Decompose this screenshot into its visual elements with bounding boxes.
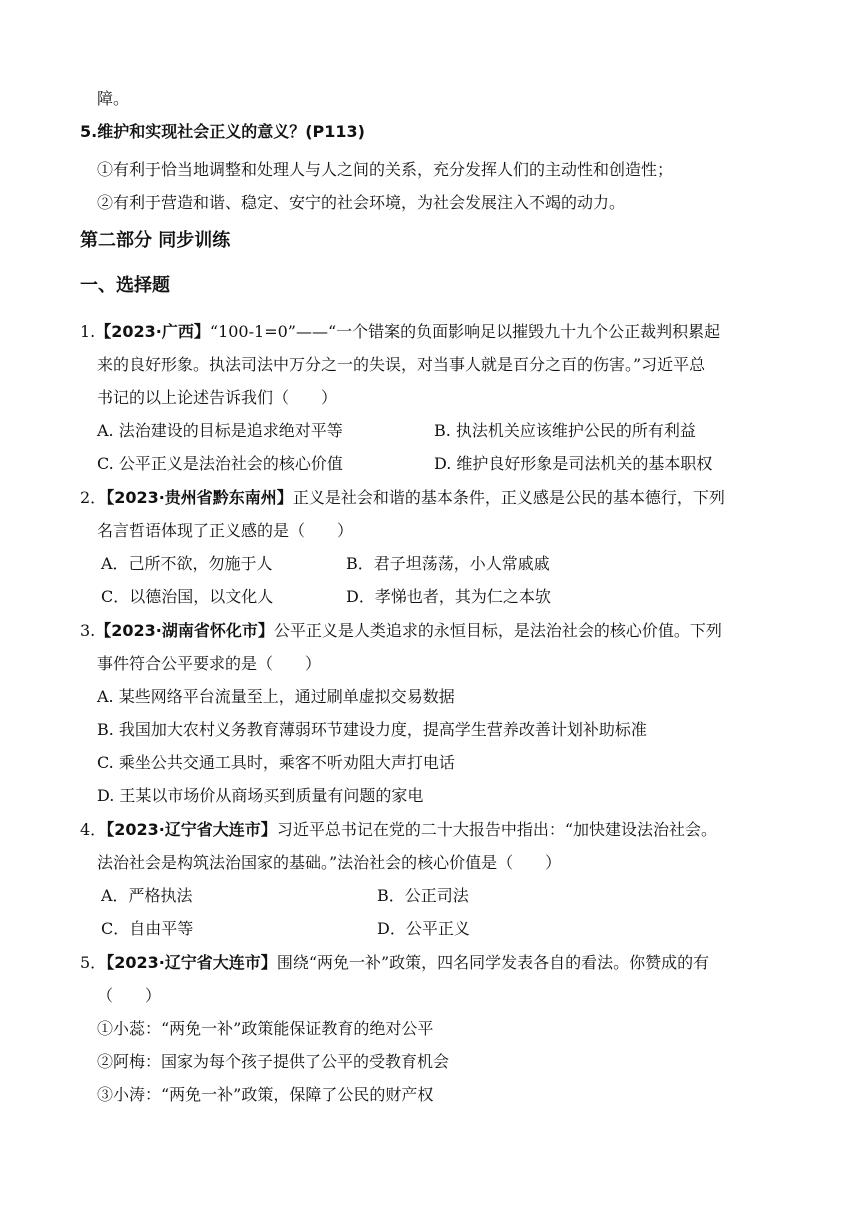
q3-text: 公平正义是人类追求的永恒目标，是法治社会的核心价值。下列 <box>273 621 722 640</box>
q2-option-d: D．孝悌也者，其为仁之本欤 <box>346 587 551 606</box>
q2-option-c: C．以德治国，以文化人 <box>101 587 274 606</box>
q3-option-c: C. 乘坐公共交通工具时，乘客不听劝阻大声打电话 <box>97 753 455 772</box>
q4-text: 习近平总书记在党的二十大报告中指出：“加快建设法治社会。 <box>276 820 717 839</box>
q2-source: 【2023·贵州省黔东南州】 <box>106 488 293 507</box>
q5-option-1: ①小蕊：“两免一补”政策能保证教育的绝对公平 <box>97 1019 434 1038</box>
q3-source: 【2023·湖南省怀化市】 <box>95 621 274 640</box>
q4-number: 4． <box>80 820 107 839</box>
q3-option-d: D. 王某以市场价从商场买到质量有问题的家电 <box>97 786 424 805</box>
section1-title: 一、选择题 <box>80 275 170 296</box>
q2-line-1 <box>80 487 725 509</box>
answer-point-1: ①有利于恰当地调整和处理人与人之间的关系，充分发挥人们的主动性和创造性； <box>97 160 674 179</box>
q1-option-b: B. 执法机关应该维护公民的所有利益 <box>434 421 696 440</box>
q4-line-1 <box>80 819 717 841</box>
q4-line-2: 法治社会是构筑法治国家的基础。”法治社会的核心价值是（ ） <box>97 853 562 872</box>
q5-line-2: （ ） <box>97 986 162 1005</box>
q5-number: 5． <box>80 953 107 972</box>
q2-line-2: 名言哲语体现了正义感的是（ ） <box>97 521 354 540</box>
q1-line-3: 书记的以上论述告诉我们（ ） <box>97 388 338 407</box>
q3-option-b: B. 我国加大农村义务教育薄弱环节建设力度，提高学生营养改善计划补助标准 <box>97 720 647 739</box>
q3-number: 3. <box>80 621 96 640</box>
q4-option-c: C．自由平等 <box>101 919 194 938</box>
q5-line-1 <box>80 952 709 974</box>
q4-option-a: A．严格执法 <box>101 886 193 905</box>
q1-option-d: D. 维护良好形象是司法机关的基本职权 <box>434 454 713 473</box>
q4-option-b: B．公正司法 <box>377 886 469 905</box>
intro-tail: 障。 <box>97 89 130 108</box>
q1-option-a: A. 法治建设的目标是追求绝对平等 <box>97 421 343 440</box>
q1-line-2: 来的良好形象。执法司法中万分之一的失误，对当事人就是百分之百的伤害。”习近平总 <box>97 355 706 374</box>
q4-source: 【2023·辽宁省大连市】 <box>106 820 277 839</box>
q2-option-a: A．己所不欲，勿施于人 <box>101 554 273 573</box>
q5-source: 【2023·辽宁省大连市】 <box>106 953 277 972</box>
q2-text: 正义是社会和谐的基本条件，正义感是公民的基本德行，下列 <box>292 488 725 507</box>
q1-option-c: C. 公平正义是法治社会的核心价值 <box>97 454 343 473</box>
q1-line-1 <box>80 321 720 343</box>
q5-option-2: ②阿梅：国家为每个孩子提供了公平的受教育机会 <box>97 1052 450 1071</box>
q4-option-d: D．公平正义 <box>377 919 470 938</box>
q3-line-2: 事件符合公平要求的是（ ） <box>97 654 322 673</box>
q3-line-1 <box>80 620 722 642</box>
q2-option-b: B．君子坦荡荡，小人常戚戚 <box>346 554 550 573</box>
q1-number: 1. <box>80 322 96 341</box>
answer-point-2: ②有利于营造和谐、稳定、安宁的社会环境，为社会发展注入不竭的动力。 <box>97 193 626 212</box>
q1-source: 【2023·广西】 <box>95 322 210 341</box>
q5-text: 围绕“两免一补”政策，四名同学发表各自的看法。你赞成的有 <box>276 953 710 972</box>
q2-number: 2． <box>80 488 107 507</box>
q1-text: “100-1=0”——“一个错案的负面影响足以摧毁九十九个公正裁判积累起 <box>209 322 721 341</box>
q3-option-a: A. 某些网络平台流量至上，通过刷单虚拟交易数据 <box>97 687 455 706</box>
question-5-title: 5.维护和实现社会正义的意义？(P113) <box>80 122 365 141</box>
q5-option-3: ③小涛：“两免一补”政策，保障了公民的财产权 <box>97 1085 434 1104</box>
part2-title: 第二部分 同步训练 <box>80 230 231 251</box>
